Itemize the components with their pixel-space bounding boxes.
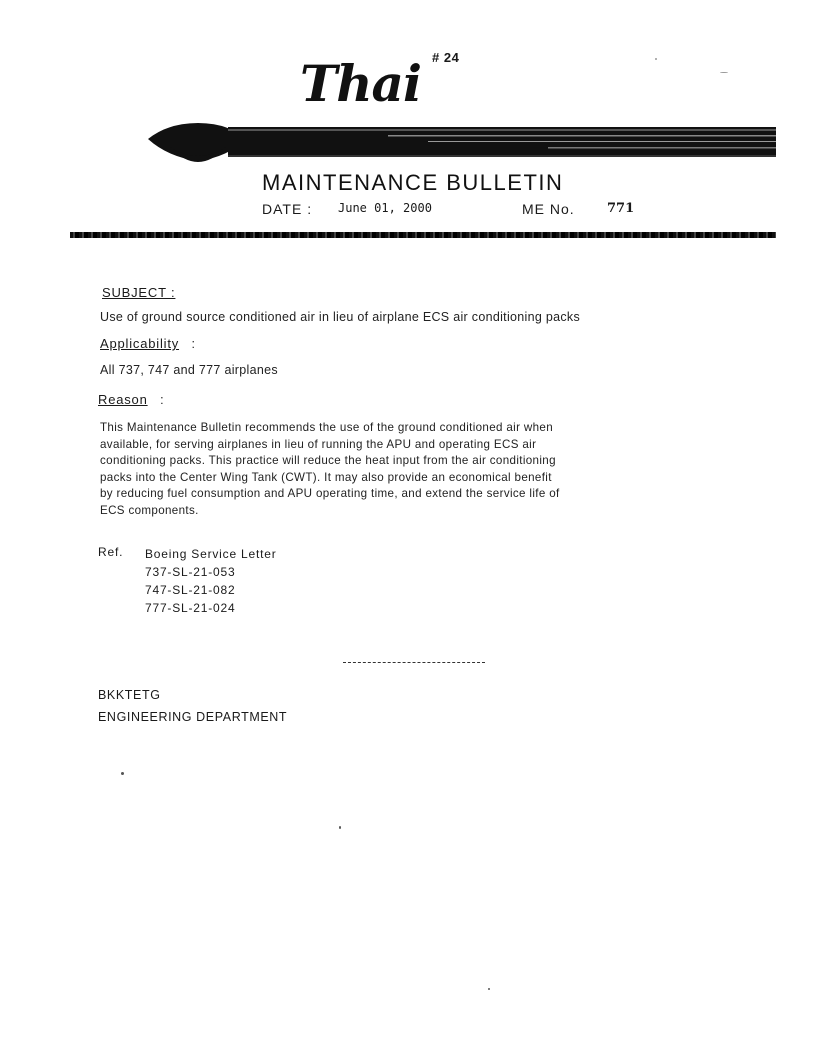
date-row [262,201,635,217]
subject-heading: SUBJECT : [102,285,176,300]
reason-paragraph [100,420,670,519]
page-number: # 24 [432,50,460,65]
applicability-row [100,335,195,353]
me-label: ME No. [522,201,575,217]
reference-item: 777-SL-21-024 [145,601,236,615]
reason-line: conditioning packs. This practice will reduce the heat input from the air conditioning [100,454,556,467]
applicability-text: All 737, 747 and 777 airplanes [100,363,278,377]
signature-department: ENGINEERING DEPARTMENT [98,710,288,724]
applicability-suffix: : [191,337,196,351]
reason-row [98,391,164,409]
subject-text: Use of ground source conditioned air in lieu of airplane ECS air conditioning packs [100,310,581,324]
reference-item: Boeing Service Letter [145,547,277,561]
reason-heading: Reason [98,392,148,407]
date-label: DATE : [262,201,313,217]
header-rule [70,232,776,238]
document-title: MAINTENANCE BULLETIN [262,170,564,195]
reason-line: packs into the Center Wing Tank (CWT). It may also provide an economical benefit [100,470,552,484]
header-band [128,117,776,177]
reason-line: available, for serving airplanes in lieu of running the APU and operating ECS air [100,437,537,451]
me-number: 771 [607,201,635,216]
scan-speck [339,826,341,829]
signature-code: BKKTETG [98,688,161,702]
reference-item: 747-SL-21-082 [145,583,236,597]
scan-speck [121,772,124,775]
section-divider [343,662,485,663]
scan-speck [655,58,657,60]
date-value: June 01, 2000 [338,201,432,215]
reference-item: 737-SL-21-053 [145,565,236,579]
reference-label: Ref. [98,545,124,559]
thai-logo: Thai [300,54,421,113]
scan-speck [488,988,490,990]
reference-list [145,545,277,617]
reason-line: This Maintenance Bulletin recommends the use of the ground conditioned air when [100,421,554,434]
reason-line: ECS components. [100,503,199,517]
reason-line: by reducing fuel consumption and APU operating time, and extend the service life of [100,487,560,500]
reason-suffix: : [160,393,164,407]
applicability-heading: Applicability [100,336,180,351]
scan-speck [720,72,728,73]
